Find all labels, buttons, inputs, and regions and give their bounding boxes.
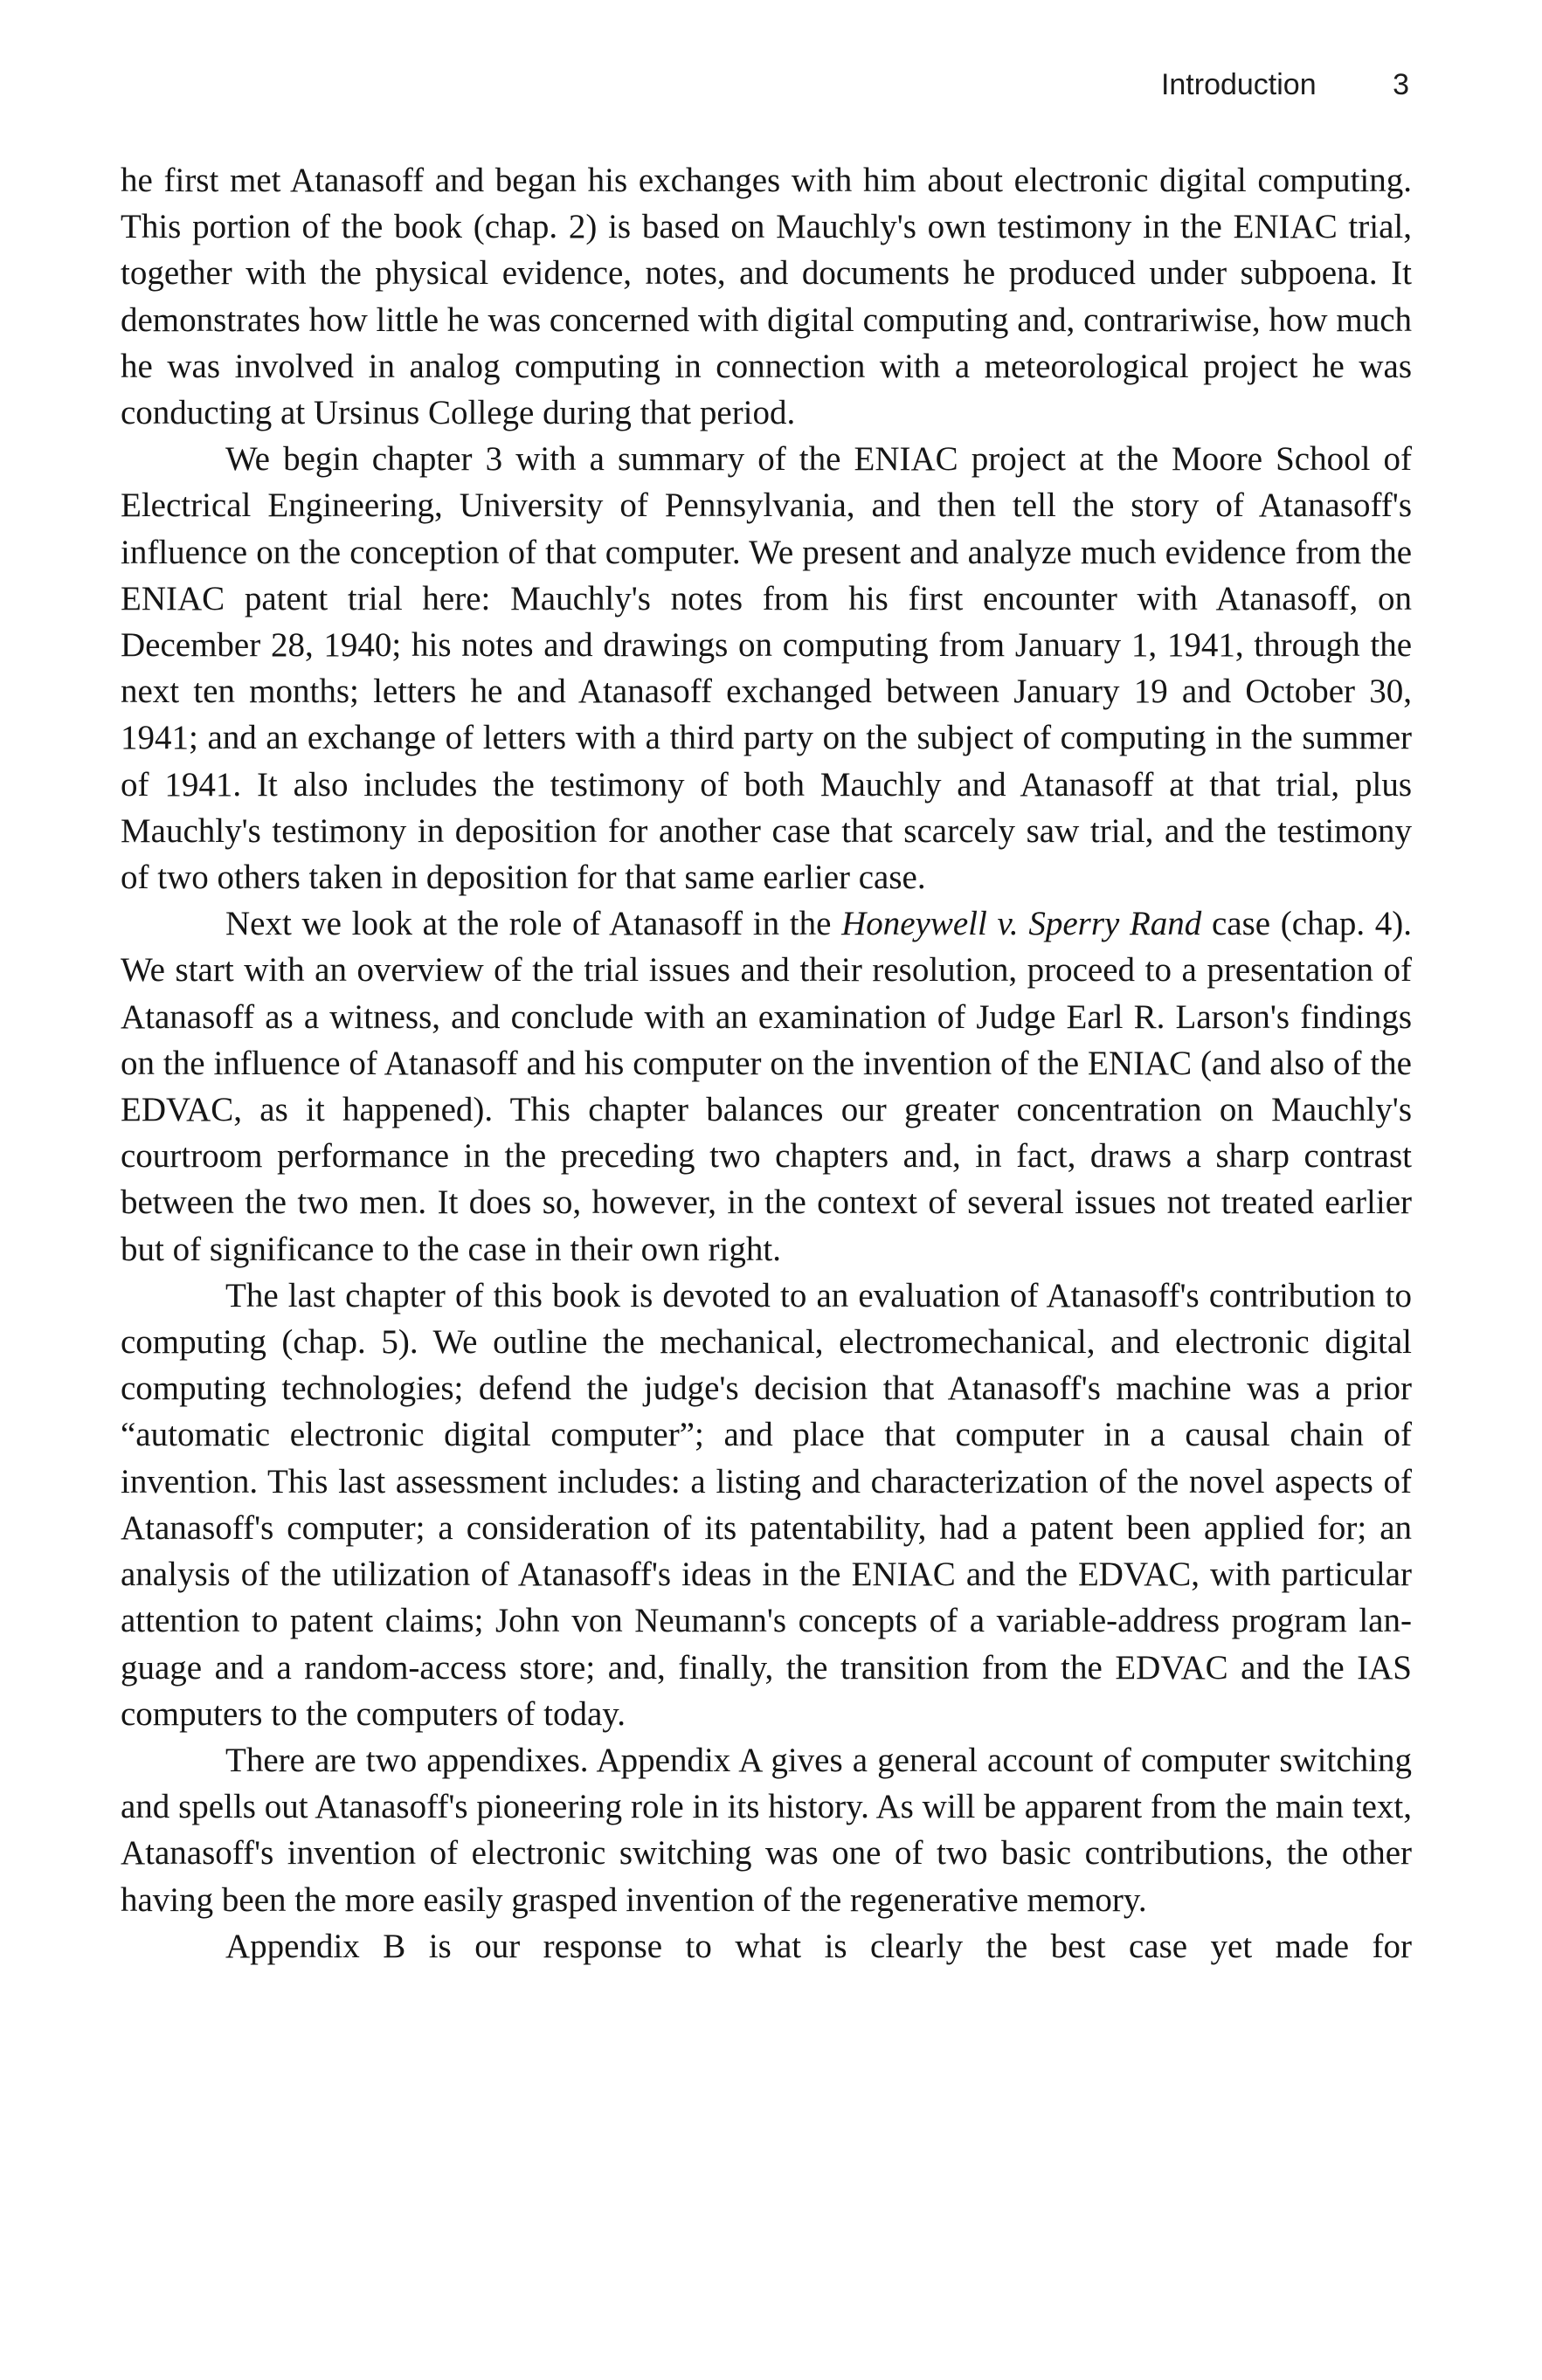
paragraph-chapter-5: The last chapter of this book is devoted to an evaluation of Atanasoff's contribution to computing (chap. 5). We outline the mechanical, electromechanical, and electronic digital computing technologies; defend the judge's decision that Atanasoff's machine was a prior “automatic electronic digital computer”; and place that computer in a causal chain of invention. This last assessment includes: a listing and characterization of the novel aspects of Atanasoff's computer; a consideration of its patentability, had a patent been applied for; an analysis of the utilization of Atanasoff's ideas in the ENIAC and the EDVAC, with particular attention to patent claims; John von Neumann's concepts of a variable-address program language and a random-access store; and, finally, the transition from the EDVAC and the IAS computers to the computers of today.: [121, 1276, 1412, 1733]
paragraph-chapter-4: [121, 900, 1412, 1273]
paragraph-continued: he first met Atanasoff and began his exchanges with him about electronic digital computing. This portion of the book (chap. 2) is based on Mauchly's own testimony in the ENIAC trial, together with the physical evidence, notes, and documents he produced under subpoena. It demonstrates how little he was concerned with digital computing and, contrariwise, how much he was involved in analog computing in connection with a meteorological project he was conducting at Ursinus College during that period.: [121, 162, 1412, 432]
page-number: 3: [1393, 68, 1409, 101]
paragraph-appendixes: There are two appendixes. Appendix A gives a general account of computer switching and spells out Atanasoff's pioneering role in its history. As will be apparent from the main text, Atanasoff's invention of electronic switching was one of two basic contributions, the other having been the more easily grasped invention of the regenerative memory.: [121, 1741, 1412, 1919]
paragraph-text: case (chap. 4). We start with an overview of the trial issues and their resolution, proceed to a presentation of Atanasoff as a witness, and conclude with an examination of Judge Earl R. Larson's findings on the influence of Atanasoff and his computer on the invention of the ENIAC (and also of the EDVAC, as it happened). This chapter balances our greater concentration on Mauchly's courtroom performance in the preceding two chapters and, in fact, draws a sharp contrast between the two men. It does so, however, in the context of several issues not treated earlier but of significance to the case in their own right.: [121, 905, 1412, 1268]
paragraph-text: Next we look at the role of Atanasoff in the: [225, 905, 842, 943]
running-head: [1161, 68, 1409, 102]
paragraph-appendix-b: Appendix B is our response to what is clearly the best case yet made for: [225, 1927, 1412, 1965]
body-text: [121, 157, 1412, 1970]
section-title: Introduction: [1160, 68, 1317, 101]
paragraph-chapter-3: We begin chapter 3 with a summary of the ENIAC project at the Moore School of Electrical Engineering, University of Pennsylvania, and then tell the story of Atanasoff's influence on the conception of that computer. We present and analyze much evidence from the ENIAC patent trial here: Mauchly's notes from his first encounter with Atanasoff, on December 28, 1940; his notes and drawings on computing from January 1, 1941, through the next ten months; letters he and Atanasoff exchanged between January 19 and October 30, 1941; and an exchange of letters with a third party on the subject of computing in the summer of 1941. It also includes the testimony of both Mauchly and Atanasoff at that trial, plus Mauchly's testimony in deposition for another case that scarcely saw trial, and the testimony of two others taken in deposition for that same earlier case.: [121, 440, 1412, 897]
case-name-italic: Honeywell v. Sperry Rand: [841, 905, 1202, 943]
